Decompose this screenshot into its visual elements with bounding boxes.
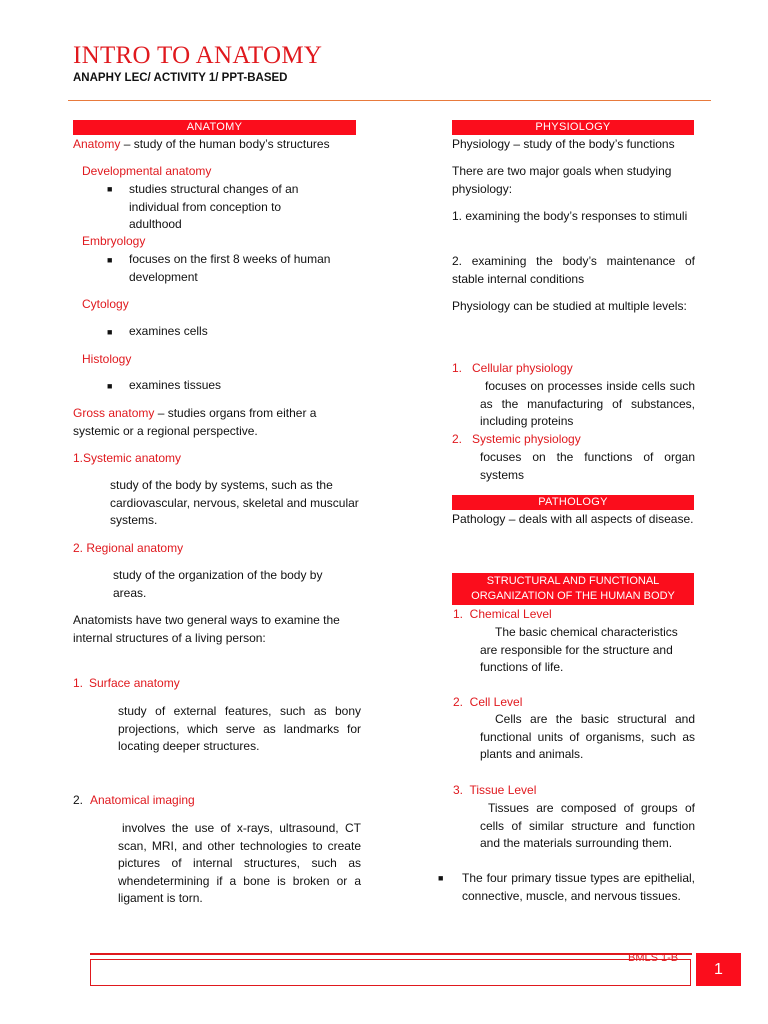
cellular-physiology-heading: 1. Cellular physiology bbox=[452, 361, 573, 375]
developmental-anatomy-heading: Developmental anatomy bbox=[82, 164, 212, 178]
footer-section-label: BMLS 1-B bbox=[628, 952, 679, 964]
histology-heading: Histology bbox=[82, 352, 132, 366]
cell-level-heading: 2. Cell Level bbox=[453, 695, 523, 709]
tissue-level-text: Tissues are composed of groups of cells of similar structure and function and the materials surrounding them. bbox=[480, 801, 695, 850]
developmental-anatomy-text: studies structural changes of an individual from conception to adulthood bbox=[129, 182, 299, 231]
pathology-definition: Pathology – deals with all aspects of disease. bbox=[452, 512, 694, 526]
embryology-heading: Embryology bbox=[82, 234, 146, 248]
bullet-icon: ■ bbox=[107, 255, 113, 265]
cell-level-text: Cells are the basic structural and functional units of organisms, such as plants and animals. bbox=[480, 712, 695, 761]
pathology-section-bar: PATHOLOGY bbox=[452, 495, 694, 510]
anatomy-definition bbox=[73, 136, 363, 154]
cytology-text: examines cells bbox=[129, 324, 208, 338]
chemical-level-heading: 1. Chemical Level bbox=[453, 607, 552, 621]
regional-anatomy-heading: 2. Regional anatomy bbox=[73, 541, 184, 555]
physiology-goal-1: 1. examining the body’s responses to stimuli bbox=[452, 209, 688, 223]
gross-anatomy-definition bbox=[73, 405, 343, 440]
regional-anatomy-text: study of the organization of the body by areas. bbox=[113, 568, 323, 600]
gross-anatomy-def-text: – studies organs from either a systemic or a regional perspective. bbox=[73, 406, 317, 438]
anatomy-term: Anatomy bbox=[73, 137, 121, 151]
bullet-icon: ■ bbox=[107, 381, 113, 391]
surface-anatomy-heading: Surface anatomy bbox=[89, 676, 180, 690]
physiology-definition: Physiology – study of the body’s functions bbox=[452, 137, 675, 151]
anatomy-def-text: – study of the human body’s structures bbox=[120, 137, 330, 151]
embryology-text: focuses on the first 8 weeks of human development bbox=[129, 252, 331, 284]
tissue-types-text: The four primary tissue types are epithelial, connective, muscle, and nervous tissues. bbox=[462, 871, 695, 903]
systemic-anatomy-text: study of the body by systems, such as the cardiovascular, nervous, skeletal and muscular systems. bbox=[110, 478, 359, 527]
physiology-section-bar: PHYSIOLOGY bbox=[452, 120, 694, 135]
document-title: INTRO TO ANATOMY bbox=[73, 42, 323, 69]
systemic-anatomy-heading: 1.Systemic anatomy bbox=[73, 451, 182, 465]
tissue-level-heading: 3. Tissue Level bbox=[453, 783, 537, 797]
anatomy-section-bar: ANATOMY bbox=[73, 120, 356, 135]
surface-anatomy-text: study of external features, such as bony projections, which serve as landmarks for locating deeper structures. bbox=[118, 704, 361, 753]
physiology-levels-intro: Physiology can be studied at multiple levels: bbox=[452, 299, 687, 313]
gross-anatomy-term: Gross anatomy bbox=[73, 406, 155, 420]
anatomical-imaging-heading: Anatomical imaging bbox=[90, 793, 195, 807]
systemic-physiology-text: focuses on the functions of organ systems bbox=[480, 450, 695, 482]
anatomists-intro: Anatomists have two general ways to examine the internal structures of a living person: bbox=[73, 613, 340, 645]
systemic-physiology-heading: 2. Systemic physiology bbox=[452, 432, 581, 446]
surface-anatomy-number: 1. bbox=[73, 676, 84, 690]
anatomical-imaging-text: involves the use of x-rays, ultrasound, CT scan, MRI, and other technologies to create pictures of internal structures, such as whendetermining if a bone is broken or a ligament is torn. bbox=[118, 821, 361, 905]
histology-text: examines tissues bbox=[129, 378, 222, 392]
footer-rule bbox=[90, 953, 692, 955]
bullet-icon: ■ bbox=[107, 327, 113, 337]
physiology-goals-intro: There are two major goals when studying physiology: bbox=[452, 164, 672, 196]
bullet-icon: ■ bbox=[107, 184, 113, 194]
cellular-physiology-text: focuses on processes inside cells such as the manufacturing of substances, including proteins bbox=[480, 379, 695, 428]
document-subtitle: ANAPHY LEC/ ACTIVITY 1/ PPT-BASED bbox=[73, 72, 288, 84]
header-rule bbox=[68, 100, 711, 101]
page-number: 1 bbox=[696, 953, 741, 986]
footer-box bbox=[90, 959, 691, 986]
cytology-heading: Cytology bbox=[82, 297, 129, 311]
organization-section-bar: STRUCTURAL AND FUNCTIONAL ORGANIZATION OF THE HUMAN BODY bbox=[452, 573, 694, 605]
anatomical-imaging-number: 2. bbox=[73, 793, 84, 807]
bullet-icon: ■ bbox=[438, 873, 444, 883]
physiology-goal-2: 2. examining the body’s maintenance of stable internal conditions bbox=[452, 254, 695, 286]
chemical-level-text: The basic chemical characteristics are responsible for the structure and functions of life. bbox=[480, 625, 678, 674]
